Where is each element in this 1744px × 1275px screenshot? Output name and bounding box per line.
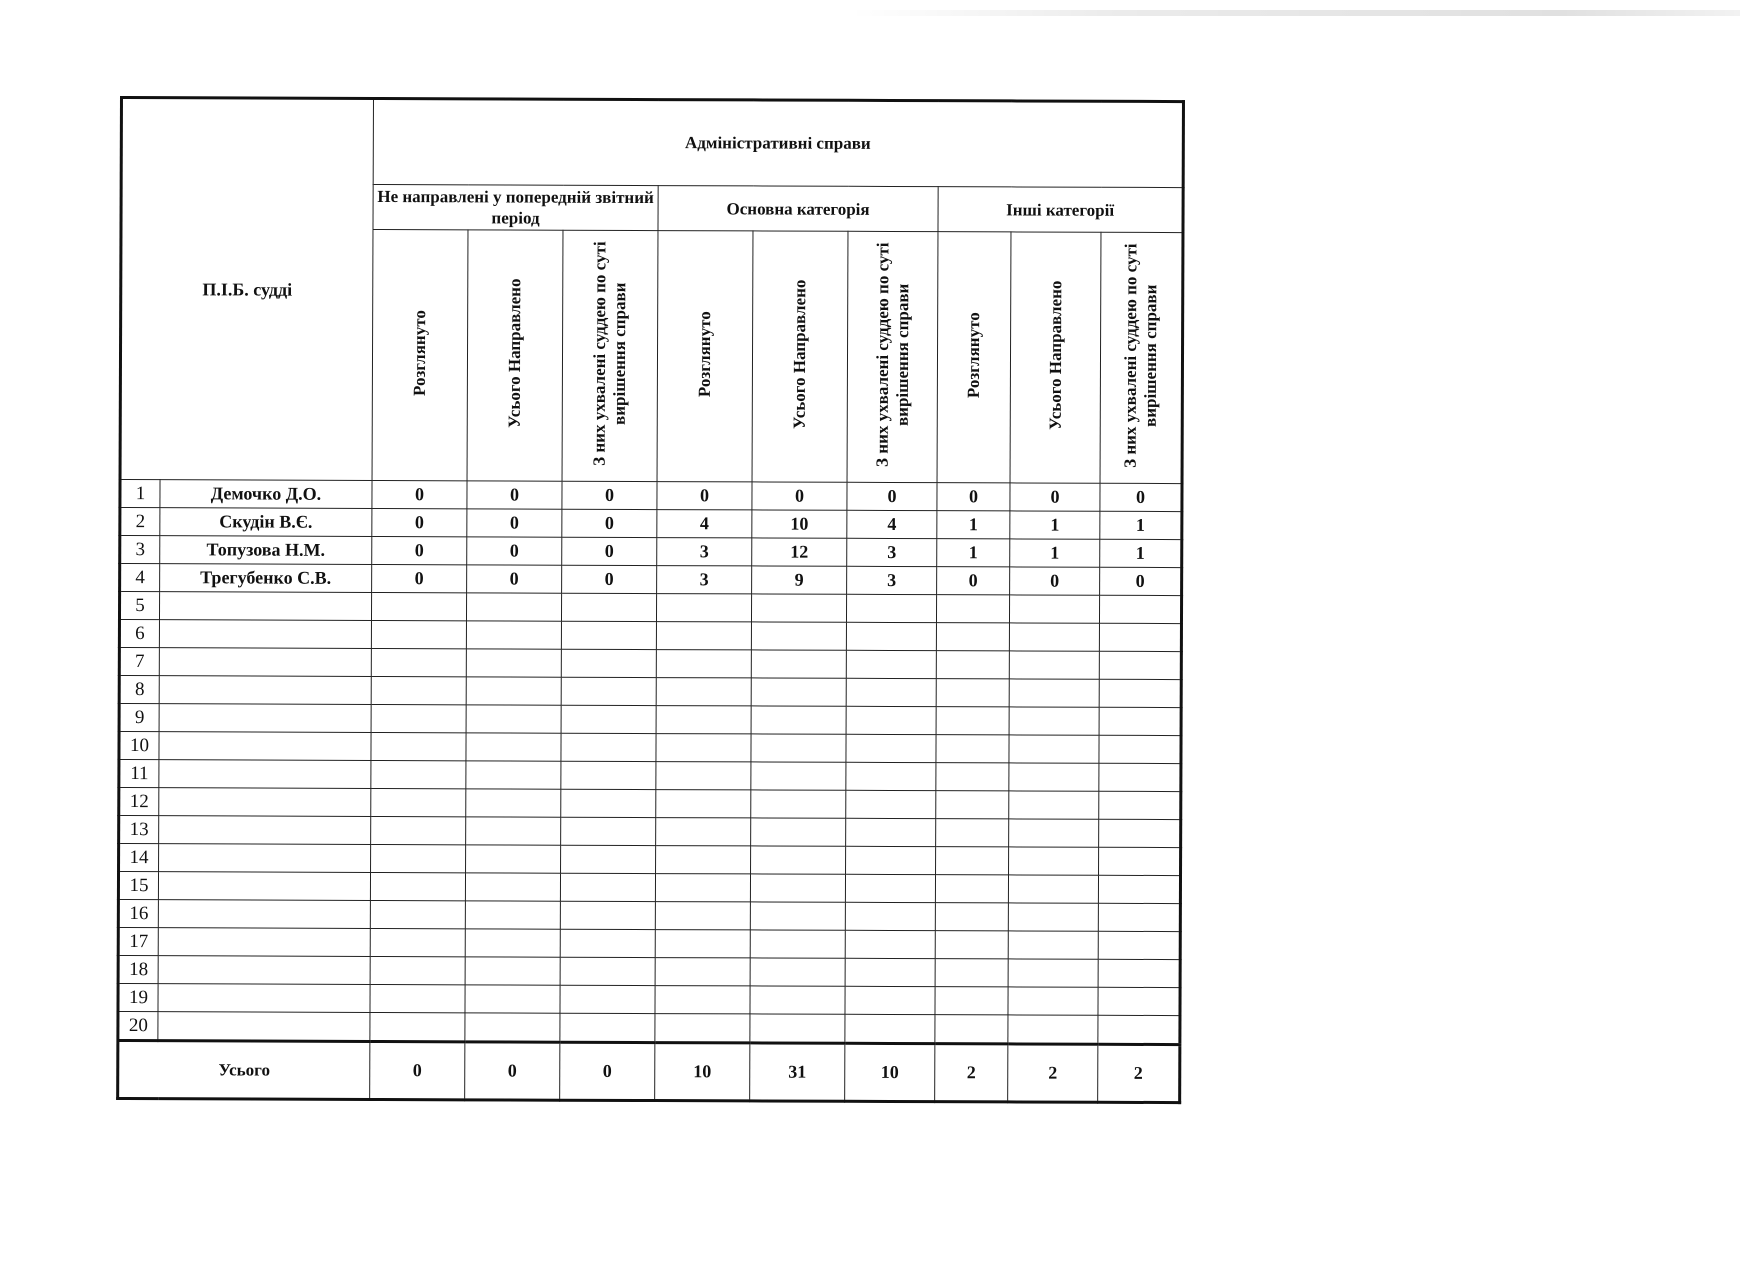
cell-value: [466, 705, 561, 733]
cell-value: [466, 789, 561, 817]
row-number: 6: [119, 620, 159, 648]
table-row: [120, 564, 1182, 596]
cell-value: [656, 734, 751, 762]
column-header: [1100, 232, 1183, 483]
group-header-main-category: Основна категорія: [658, 186, 938, 232]
row-number: 20: [118, 1011, 158, 1040]
cell-value: [561, 789, 656, 817]
cell-value: [936, 763, 1009, 791]
cell-value: 0: [937, 483, 1010, 511]
cell-value: [1009, 763, 1099, 791]
cell-value: 0: [372, 564, 467, 592]
cell-value: [656, 678, 751, 706]
cell-value: [656, 706, 751, 734]
judge-name: [159, 732, 371, 761]
cell-value: [936, 735, 1009, 763]
cell-value: [655, 902, 750, 930]
table-row: [118, 983, 1180, 1015]
cell-value: [935, 959, 1008, 987]
cell-value: [751, 846, 846, 874]
cell-value: 0: [562, 565, 657, 593]
cell-value: [936, 791, 1009, 819]
cell-value: [1099, 679, 1181, 707]
column-header-label: Розглянуто: [409, 309, 430, 396]
cell-value: [466, 649, 561, 677]
cell-value: [1008, 959, 1098, 987]
cell-value: [1009, 679, 1099, 707]
cell-value: [936, 679, 1009, 707]
cell-value: [750, 930, 845, 958]
cell-value: [655, 930, 750, 958]
scan-artifact: [850, 10, 1740, 16]
cell-value: [370, 956, 465, 984]
cell-value: [656, 622, 751, 650]
row-number: 13: [119, 816, 159, 844]
cell-value: [751, 594, 846, 622]
cell-value: 3: [657, 566, 752, 594]
row-number: 18: [118, 955, 158, 983]
column-header: [467, 230, 563, 481]
cell-value: [466, 733, 561, 761]
judge-name: Демочко Д.О.: [160, 480, 372, 509]
cell-value: [656, 650, 751, 678]
table-row: [119, 732, 1181, 764]
cell-value: [655, 986, 750, 1014]
cell-value: [466, 621, 561, 649]
cell-value: [371, 760, 466, 788]
row-number: 1: [120, 480, 160, 508]
cell-value: [936, 651, 1009, 679]
table-row: [119, 844, 1181, 876]
cell-value: [371, 704, 466, 732]
cell-value: [1009, 819, 1099, 847]
cell-value: [560, 873, 655, 901]
cell-value: [751, 818, 846, 846]
column-header-label: З них ухвалені суддею по суті вирішення справи: [589, 241, 630, 466]
table-row: [119, 592, 1181, 624]
cell-value: [371, 844, 466, 872]
cell-value: [846, 650, 936, 678]
cell-value: 9: [752, 566, 847, 594]
cell-value: [1009, 847, 1099, 875]
cell-value: [846, 846, 936, 874]
total-value: 10: [845, 1043, 935, 1101]
column-header-label: Усього Направлено: [504, 278, 525, 428]
cell-value: [656, 818, 751, 846]
judge-name: [159, 648, 371, 677]
cell-value: 0: [372, 508, 467, 536]
cell-value: 0: [847, 482, 937, 510]
column-header-label: Розглянуто: [694, 310, 715, 397]
cell-value: 0: [937, 567, 1010, 595]
cell-value: [655, 874, 750, 902]
cell-value: 0: [562, 537, 657, 565]
cell-value: [1099, 651, 1181, 679]
report-body: [118, 480, 1182, 1045]
cell-value: [845, 902, 935, 930]
cell-value: [370, 900, 465, 928]
table-row: [119, 704, 1181, 736]
cell-value: [560, 901, 655, 929]
judge-name: [158, 928, 370, 957]
cell-value: [1099, 595, 1181, 623]
cell-value: 0: [1100, 567, 1182, 595]
cell-value: [1098, 903, 1180, 931]
cell-value: [465, 873, 560, 901]
row-number: 11: [119, 760, 159, 788]
cell-value: [561, 761, 656, 789]
cell-value: [371, 788, 466, 816]
judge-name: [158, 1012, 370, 1042]
judge-name: [159, 592, 371, 621]
cell-value: [370, 984, 465, 1012]
judge-name: [159, 760, 371, 789]
cell-value: [750, 1014, 845, 1043]
table-row: [120, 508, 1182, 540]
cell-value: 0: [467, 509, 562, 537]
table-row: [118, 1011, 1180, 1044]
table-row: [118, 872, 1180, 904]
judge-name: [159, 620, 371, 649]
cell-value: [656, 594, 751, 622]
cell-value: [936, 847, 1009, 875]
cell-value: 1: [1100, 539, 1182, 567]
cell-value: 0: [467, 565, 562, 593]
cell-value: [561, 621, 656, 649]
total-value: 0: [465, 1042, 560, 1100]
row-number: 14: [119, 844, 159, 872]
cell-value: [465, 957, 560, 985]
row-number: 9: [119, 704, 159, 732]
cell-value: [465, 901, 560, 929]
cell-value: [1098, 1015, 1180, 1044]
cell-value: [561, 677, 656, 705]
cell-value: [561, 733, 656, 761]
row-number: 8: [119, 676, 159, 704]
cell-value: [1009, 623, 1099, 651]
cell-value: [1008, 987, 1098, 1015]
total-value: 0: [560, 1042, 655, 1100]
cell-value: [561, 593, 656, 621]
cell-value: [846, 594, 936, 622]
cell-value: [370, 872, 465, 900]
cell-value: [466, 677, 561, 705]
cell-value: [1009, 651, 1099, 679]
cell-value: [751, 678, 846, 706]
total-label: Усього: [118, 1040, 370, 1099]
cell-value: 4: [847, 510, 937, 538]
cell-value: [846, 762, 936, 790]
cell-value: 3: [847, 538, 937, 566]
cell-value: [846, 818, 936, 846]
cell-value: [845, 986, 935, 1014]
cell-value: [370, 928, 465, 956]
cell-value: [751, 706, 846, 734]
judge-name: [158, 956, 370, 985]
column-header-label: Розглянуто: [963, 311, 984, 398]
table-row: [119, 816, 1181, 848]
cell-value: 0: [1100, 483, 1182, 511]
cell-value: [846, 678, 936, 706]
cell-value: 1: [1010, 539, 1100, 567]
cell-value: [371, 648, 466, 676]
column-header: [372, 229, 468, 480]
cell-value: [465, 1013, 560, 1042]
cell-value: [465, 985, 560, 1013]
judge-name: Трегубенко С.В.: [160, 564, 372, 593]
cell-value: [561, 817, 656, 845]
cell-value: [1099, 847, 1181, 875]
cell-value: [751, 762, 846, 790]
cell-value: 0: [562, 509, 657, 537]
cell-value: [656, 790, 751, 818]
cell-value: [845, 958, 935, 986]
row-number: 19: [118, 983, 158, 1011]
cell-value: [935, 903, 1008, 931]
column-header-label: Усього Направлено: [1045, 280, 1065, 430]
table-row: [119, 648, 1181, 680]
cell-value: [1099, 763, 1181, 791]
cell-value: 0: [752, 482, 847, 510]
judge-name: [158, 872, 370, 901]
judge-name: [159, 676, 371, 705]
cell-value: [751, 734, 846, 762]
cell-value: [560, 957, 655, 985]
table-row: [118, 899, 1180, 931]
cell-value: [466, 761, 561, 789]
cell-value: [750, 902, 845, 930]
cell-value: [935, 1015, 1008, 1044]
cell-value: [846, 622, 936, 650]
cell-value: [1099, 819, 1181, 847]
column-header-label: З них ухвалені суддею по суті вирішення справи: [1120, 243, 1161, 468]
cell-value: [1009, 791, 1099, 819]
cell-value: [936, 595, 1009, 623]
cell-value: 1: [1100, 511, 1182, 539]
table-row: [119, 760, 1181, 792]
cell-value: [560, 985, 655, 1013]
row-number: 2: [120, 508, 160, 536]
cell-value: [936, 623, 1009, 651]
cell-value: 0: [1010, 483, 1100, 511]
group-header-other-categories: Інші категорії: [938, 187, 1183, 233]
cell-value: [1099, 707, 1181, 735]
cell-value: 0: [372, 536, 467, 564]
cell-value: [845, 930, 935, 958]
table-row: [119, 620, 1181, 652]
cell-value: [1098, 959, 1180, 987]
column-header: [1010, 232, 1101, 483]
judge-name: [159, 844, 371, 873]
cell-value: [1008, 903, 1098, 931]
column-header-label: Усього Направлено: [789, 279, 810, 429]
cell-value: [371, 732, 466, 760]
cell-value: [1098, 987, 1180, 1015]
cell-value: [1009, 707, 1099, 735]
cell-value: 0: [657, 482, 752, 510]
cell-value: [1099, 623, 1181, 651]
table-row: [120, 480, 1182, 512]
cell-value: [1099, 791, 1181, 819]
cell-value: [846, 734, 936, 762]
judge-name: [158, 984, 370, 1013]
judge-name: Топузова Н.М.: [160, 536, 372, 565]
cell-value: [561, 705, 656, 733]
row-number: 4: [120, 564, 160, 592]
column-header: [937, 232, 1011, 483]
column-header: [562, 230, 658, 481]
cell-value: [561, 649, 656, 677]
row-number: 3: [120, 536, 160, 564]
table-row: [118, 955, 1180, 987]
cell-value: [936, 707, 1009, 735]
judges-report-table: [116, 96, 1185, 1104]
table-row: [118, 927, 1180, 959]
row-number: 5: [119, 592, 159, 620]
cell-value: [845, 874, 935, 902]
cell-value: [751, 790, 846, 818]
table-row: [119, 676, 1181, 708]
cell-value: 4: [657, 510, 752, 538]
cell-value: [655, 958, 750, 986]
judge-name: [159, 704, 371, 733]
cell-value: 1: [937, 511, 1010, 539]
cell-value: [846, 790, 936, 818]
cell-value: 12: [752, 538, 847, 566]
cell-value: 0: [1010, 567, 1100, 595]
cell-value: [466, 845, 561, 873]
cell-value: [1008, 875, 1098, 903]
row-number: 12: [119, 788, 159, 816]
total-row: [118, 1040, 1180, 1102]
cell-value: [1099, 735, 1181, 763]
total-value: 2: [935, 1044, 1008, 1102]
cell-value: [1098, 875, 1180, 903]
total-value: 2: [1098, 1044, 1180, 1102]
column-header: [752, 231, 848, 482]
cell-value: [656, 762, 751, 790]
judge-name: [158, 900, 370, 929]
cell-value: 0: [562, 481, 657, 509]
judge-name-header: П.І.Б. судді: [120, 98, 373, 481]
row-number: 15: [118, 872, 158, 900]
cell-value: 0: [372, 480, 467, 508]
cell-value: [371, 620, 466, 648]
row-number: 10: [119, 732, 159, 760]
table-row: [120, 536, 1182, 568]
cell-value: 1: [937, 539, 1010, 567]
cell-value: [465, 929, 560, 957]
cell-value: [846, 706, 936, 734]
cell-value: [560, 1013, 655, 1042]
cell-value: [936, 819, 1009, 847]
cell-value: 0: [467, 481, 562, 509]
cell-value: 3: [657, 538, 752, 566]
table-row: [119, 788, 1181, 820]
column-header: [847, 231, 938, 482]
cell-value: [371, 592, 466, 620]
column-header-label: З них ухвалені суддею по суті вирішення справи: [872, 242, 912, 467]
cell-value: [371, 676, 466, 704]
judge-name: [159, 788, 371, 817]
total-value: 10: [655, 1043, 750, 1101]
cell-value: 3: [847, 566, 937, 594]
cell-value: [1008, 1015, 1098, 1044]
cell-value: [561, 845, 656, 873]
cell-value: [466, 817, 561, 845]
cell-value: 0: [467, 537, 562, 565]
cell-value: [370, 1012, 465, 1041]
cell-value: [751, 650, 846, 678]
cell-value: [1098, 931, 1180, 959]
judge-name: [159, 816, 371, 845]
cell-value: [1009, 735, 1099, 763]
cell-value: [655, 1014, 750, 1043]
cell-value: [935, 875, 1008, 903]
total-value: 2: [1008, 1044, 1098, 1102]
column-header: [657, 231, 753, 482]
cell-value: [1008, 931, 1098, 959]
total-value: 0: [370, 1041, 465, 1099]
cell-value: [560, 929, 655, 957]
row-number: 17: [118, 927, 158, 955]
group-header-prior-period: Не направлені у попередній звітний період: [373, 184, 658, 230]
judge-name: Скудін В.Є.: [160, 508, 372, 537]
cell-value: [751, 622, 846, 650]
administrative-cases-header: Адміністративні справи: [373, 98, 1183, 187]
cell-value: [935, 931, 1008, 959]
cell-value: 1: [1010, 511, 1100, 539]
cell-value: [750, 874, 845, 902]
cell-value: [935, 987, 1008, 1015]
cell-value: [371, 816, 466, 844]
cell-value: [750, 986, 845, 1014]
cell-value: [466, 593, 561, 621]
cell-value: 10: [752, 510, 847, 538]
cell-value: [845, 1014, 935, 1043]
row-number: 16: [118, 899, 158, 927]
cell-value: [656, 846, 751, 874]
cell-value: [750, 958, 845, 986]
row-number: 7: [119, 648, 159, 676]
total-value: 31: [750, 1043, 845, 1101]
report-sheet: [116, 96, 1185, 1104]
cell-value: [1009, 595, 1099, 623]
